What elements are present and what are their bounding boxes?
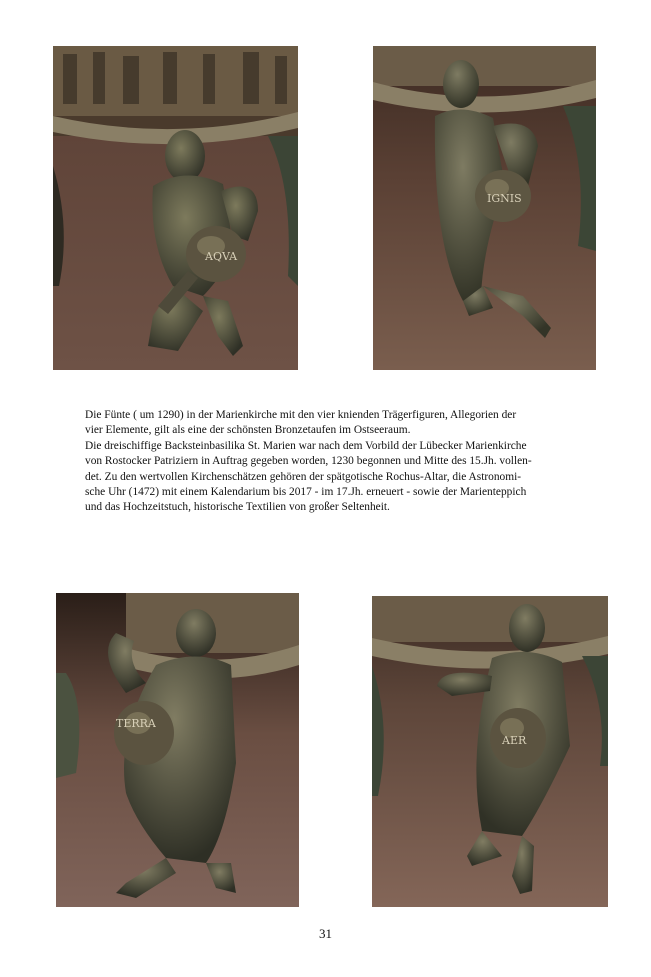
caption-text xyxy=(85,408,555,516)
jug-label-aer: AER xyxy=(502,734,527,747)
photo-kneeling-figure-earth xyxy=(56,593,299,907)
photo-kneeling-figure-fire xyxy=(373,46,596,370)
caption-line: Die dreischiffige Backsteinbasilika St. Marien war nach dem Vorbild der Lübecker Marienkirche xyxy=(85,439,527,452)
photo-kneeling-figure-air xyxy=(372,596,608,907)
caption-line: sche Uhr (1472) mit einem Kalendarium bis 2017 - im 17.Jh. erneuert - sowie der Marienteppich xyxy=(85,486,527,499)
caption-line: und das Hochzeitstuch, historische Textilien von großer Seltenheit. xyxy=(85,501,390,514)
photo-kneeling-figure-water xyxy=(53,46,298,370)
caption-line: von Rostocker Patriziern in Auftrag gegeben worden, 1230 begonnen und Mitte des 15.Jh. vollen- xyxy=(85,455,532,468)
page-number: 31 xyxy=(319,926,332,941)
caption-line: det. Zu den wertvollen Kirchenschätzen gehören der spätgotische Rochus-Altar, die Astronomi- xyxy=(85,470,522,483)
jug-label-terra: TERRA xyxy=(116,717,156,730)
jug-label-ignis: IGNIS xyxy=(487,192,522,205)
caption-line: Die Fünte ( um 1290) in der Marienkirche mit den vier knienden Trägerfiguren, Allegorien der xyxy=(85,409,517,421)
jug-label-aqva: AQVA xyxy=(205,250,238,263)
caption-line: vier Elemente, gilt als eine der schönsten Bronzetaufen im Ostseeraum. xyxy=(85,424,411,437)
